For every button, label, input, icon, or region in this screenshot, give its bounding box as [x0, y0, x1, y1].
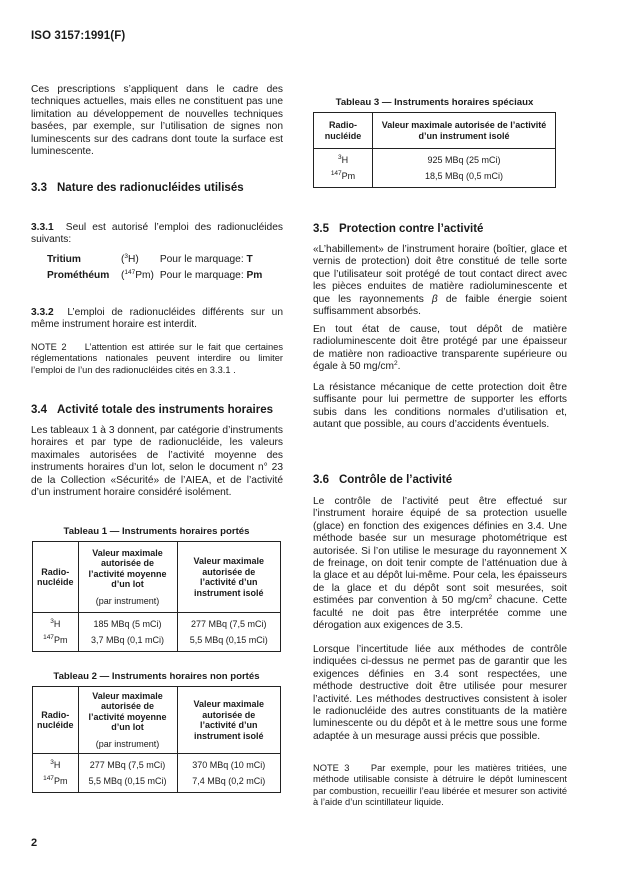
element-symbol: Pm [135, 270, 151, 281]
page-number: 2 [31, 837, 38, 849]
table-row [314, 149, 556, 188]
header-lot-activity: Valeur maximale autorisée de l’activité moyenne d’un lot (par instrument) [78, 687, 177, 754]
cell-lot-activity: 277 MBq (7,5 mCi) 5,5 MBq (0,15 mCi) [78, 754, 177, 793]
subsection-number: 3.3.1 [31, 222, 54, 233]
section-3-4-paragraph: Les tableaux 1 à 3 donnent, par catégorie d’instruments horaires et par type de radionucléide, les valeurs maximales autorisées de l’activité moyenne des instruments horaires d’un lot, selon le document n° 23 de la Collection «Sécurité» de l’AIEA, et de l’activité d’un instrument horaire considéré isolément. [31, 425, 283, 499]
nuclide-item-promethium [47, 268, 262, 284]
nuclide-item-tritium [47, 252, 262, 268]
header-isolated-activity: Valeur maximale autorisée de l’activité d’un instrument isolé [177, 542, 280, 613]
note-3 [313, 763, 567, 809]
header-isolated-activity: Valeur maximale autorisée de l’activité d’un instrument isolé [177, 687, 280, 754]
table-1 [32, 541, 281, 652]
table-header-row [314, 113, 556, 149]
subsection-number: 3.3.2 [31, 307, 54, 318]
table-3 [313, 112, 556, 188]
note-text: Par exemple, pour les matières tritiées, une méthode utilisable consiste à détruire le dépôt luminescent par combustion, recueillir l’eau libérée et mesurer son activité à l’aide d’un scintillateur liquide. [313, 763, 567, 808]
section-title: Contrôle de l’activité [339, 474, 453, 486]
marking-label: Pour le marquage: [159, 270, 244, 281]
document-id: ISO 3157:1991(F) [31, 30, 126, 42]
note-label: NOTE 3 [313, 763, 350, 773]
section-number: 3.3 [31, 182, 47, 194]
table-header-row [33, 687, 281, 754]
note-label: NOTE 2 [31, 342, 67, 352]
cell-isolated-activity: 925 MBq (25 mCi) 18,5 MBq (0,5 mCi) [373, 149, 556, 188]
section-3-4-heading [31, 404, 273, 416]
beta-symbol: β [431, 293, 438, 305]
mass-number: 147 [124, 269, 136, 276]
section-title: Protection contre l’activité [339, 223, 484, 235]
section-number: 3.4 [31, 404, 47, 416]
subsection-3-3-2 [31, 307, 283, 332]
section-3-5-heading [313, 223, 483, 235]
table-1-caption: Tableau 1 — Instruments horaires portés [63, 526, 250, 537]
nuclide-symbol: ($^3$H) [121, 253, 139, 265]
table-3-caption: Tableau 3 — Instruments horaires spéciaux [335, 97, 534, 108]
nuclide-name: Tritium [47, 254, 81, 265]
section-3-5-paragraph-2: En tout état de cause, tout dépôt de matière radioluminescente doit être protégé par une épaisseur de matière non radioactive transparente supérieure ou égale à 50 $mg/cm^2$. [313, 324, 567, 373]
section-3-5-paragraph-3: La résistance mécanique de cette protection doit être suffisante pour lui permettre de supporter les efforts subis dans les conditions normales d’utilisation et, autant que possible, au cours d’accidents éventuels. [313, 382, 567, 431]
cell-nuclide: $^3$H $^{147}$Pm [33, 613, 79, 652]
section-title: Activité totale des instruments horaires [57, 404, 274, 416]
header-radionuclide: Radio- nucléide [33, 542, 79, 613]
mass-number: 3 [124, 253, 129, 260]
header-lot-activity: Valeur maximale autorisée de l’activité moyenne d’un lot (par instrument) [78, 542, 177, 613]
section-title: Nature des radionucléides utilisés [57, 182, 244, 194]
subsection-3-3-1 [31, 222, 283, 247]
cell-isolated-activity: 370 MBq (10 mCi) 7,4 MBq (0,2 mCi) [177, 754, 280, 793]
marking-label: Pour le marquage: [159, 254, 244, 265]
section-number: 3.6 [313, 474, 329, 486]
table-header-row [33, 542, 281, 613]
cell-isolated-activity: 277 MBq (7,5 mCi) 5,5 MBq (0,15 mCi) [177, 613, 280, 652]
table-2-caption: Tableau 2 — Instruments horaires non portés [53, 671, 260, 682]
note-text: L’attention est attirée sur le fait que certaines réglementations nationales peuvent interdire ou limiter l’emploi de l’un des radionucléides cités en 3.3.1 . [31, 342, 283, 375]
cell-nuclide: $^3$H $^{147}$Pm [314, 149, 373, 188]
note-2 [31, 342, 283, 376]
table-row [33, 613, 281, 652]
table-2 [32, 686, 281, 793]
section-3-5-paragraph-1: «L’habillement» de l’instrument horaire (boîtier, glace et vernis de protection) doit être constitué de telle sorte que l’utilisateur soit protégé de tout contact direct avec les pièces enduites de matière radioluminescente et que les rayonnements β de faible énergie soient suffisamment absorbés. [313, 244, 567, 318]
section-3-6-heading [313, 474, 452, 486]
marking-code: Pm [246, 270, 263, 281]
section-number: 3.5 [313, 223, 329, 235]
nuclide-name: Prométhéum [47, 270, 110, 281]
header-isolated-activity: Valeur maximale autorisée de l’activité d’un instrument isolé [373, 113, 556, 149]
header-radionuclide: Radio- nucléide [314, 113, 373, 149]
section-3-6-paragraph-1: Le contrôle de l’activité peut être effectué sur l’instrument horaire équipé de sa protection usuelle (glace) en fonction des exigences définies en 3.4. Une méthode basée sur un mesurage photométrique est autorisée. Si l’on utilise le mesurage du rayonnement X de freinage, on doit tenir compte de l’atténuation due à la glace et au dépôt lui-même. Pour cela, les épaisseurs de la glace et du dépôt sont soit mesurées, soit estimées par convention à 50 $mg/cm^2$ chacune. Cette faculté ne doit pas être interprétée comme une dérogation aux exigences de 3.5. [313, 496, 568, 632]
subsection-text: L’emploi de radionucléides différents sur un même instrument horaire est interdit. [31, 307, 283, 331]
cell-nuclide: $^3$H $^{147}$Pm [33, 754, 79, 793]
nuclide-symbol: ($^{147}$Pm) [121, 269, 154, 281]
cell-lot-activity: 185 MBq (5 mCi) 3,7 MBq (0,1 mCi) [78, 613, 177, 652]
table-row [33, 754, 281, 793]
subsection-text: Seul est autorisé l’emploi des radionucléides suivants: [31, 222, 283, 246]
section-3-6-paragraph-2: Lorsque l’incertitude liée aux méthodes de contrôle indiquées ci-dessus ne permet pas de garantir que les exigences définies en 3.4 sont respectées, une méthode destructive doit être utilisée pour mesurer l’activité. Les méthodes destructives consistent à isoler le radionucléide des autres constituants de la matière luminescente ou du dépôt et à le mettre sous une forme adaptée à un mesurage aussi précis que possible. [313, 644, 567, 742]
section-3-3-heading [31, 182, 244, 194]
element-symbol: H [128, 254, 136, 265]
marking-code: T [246, 254, 253, 265]
nuclide-list [47, 252, 262, 284]
intro-paragraph: Ces prescriptions s’appliquent dans le cadre des techniques actuelles, mais elles ne constituent pas une limitation au développement de nouvelles techniques basées, par exemple, sur l’utilisation de signes non luminescents sur des cadrans dont toute la surface est luminescente. [31, 84, 283, 158]
header-radionuclide: Radio- nucléide [33, 687, 79, 754]
